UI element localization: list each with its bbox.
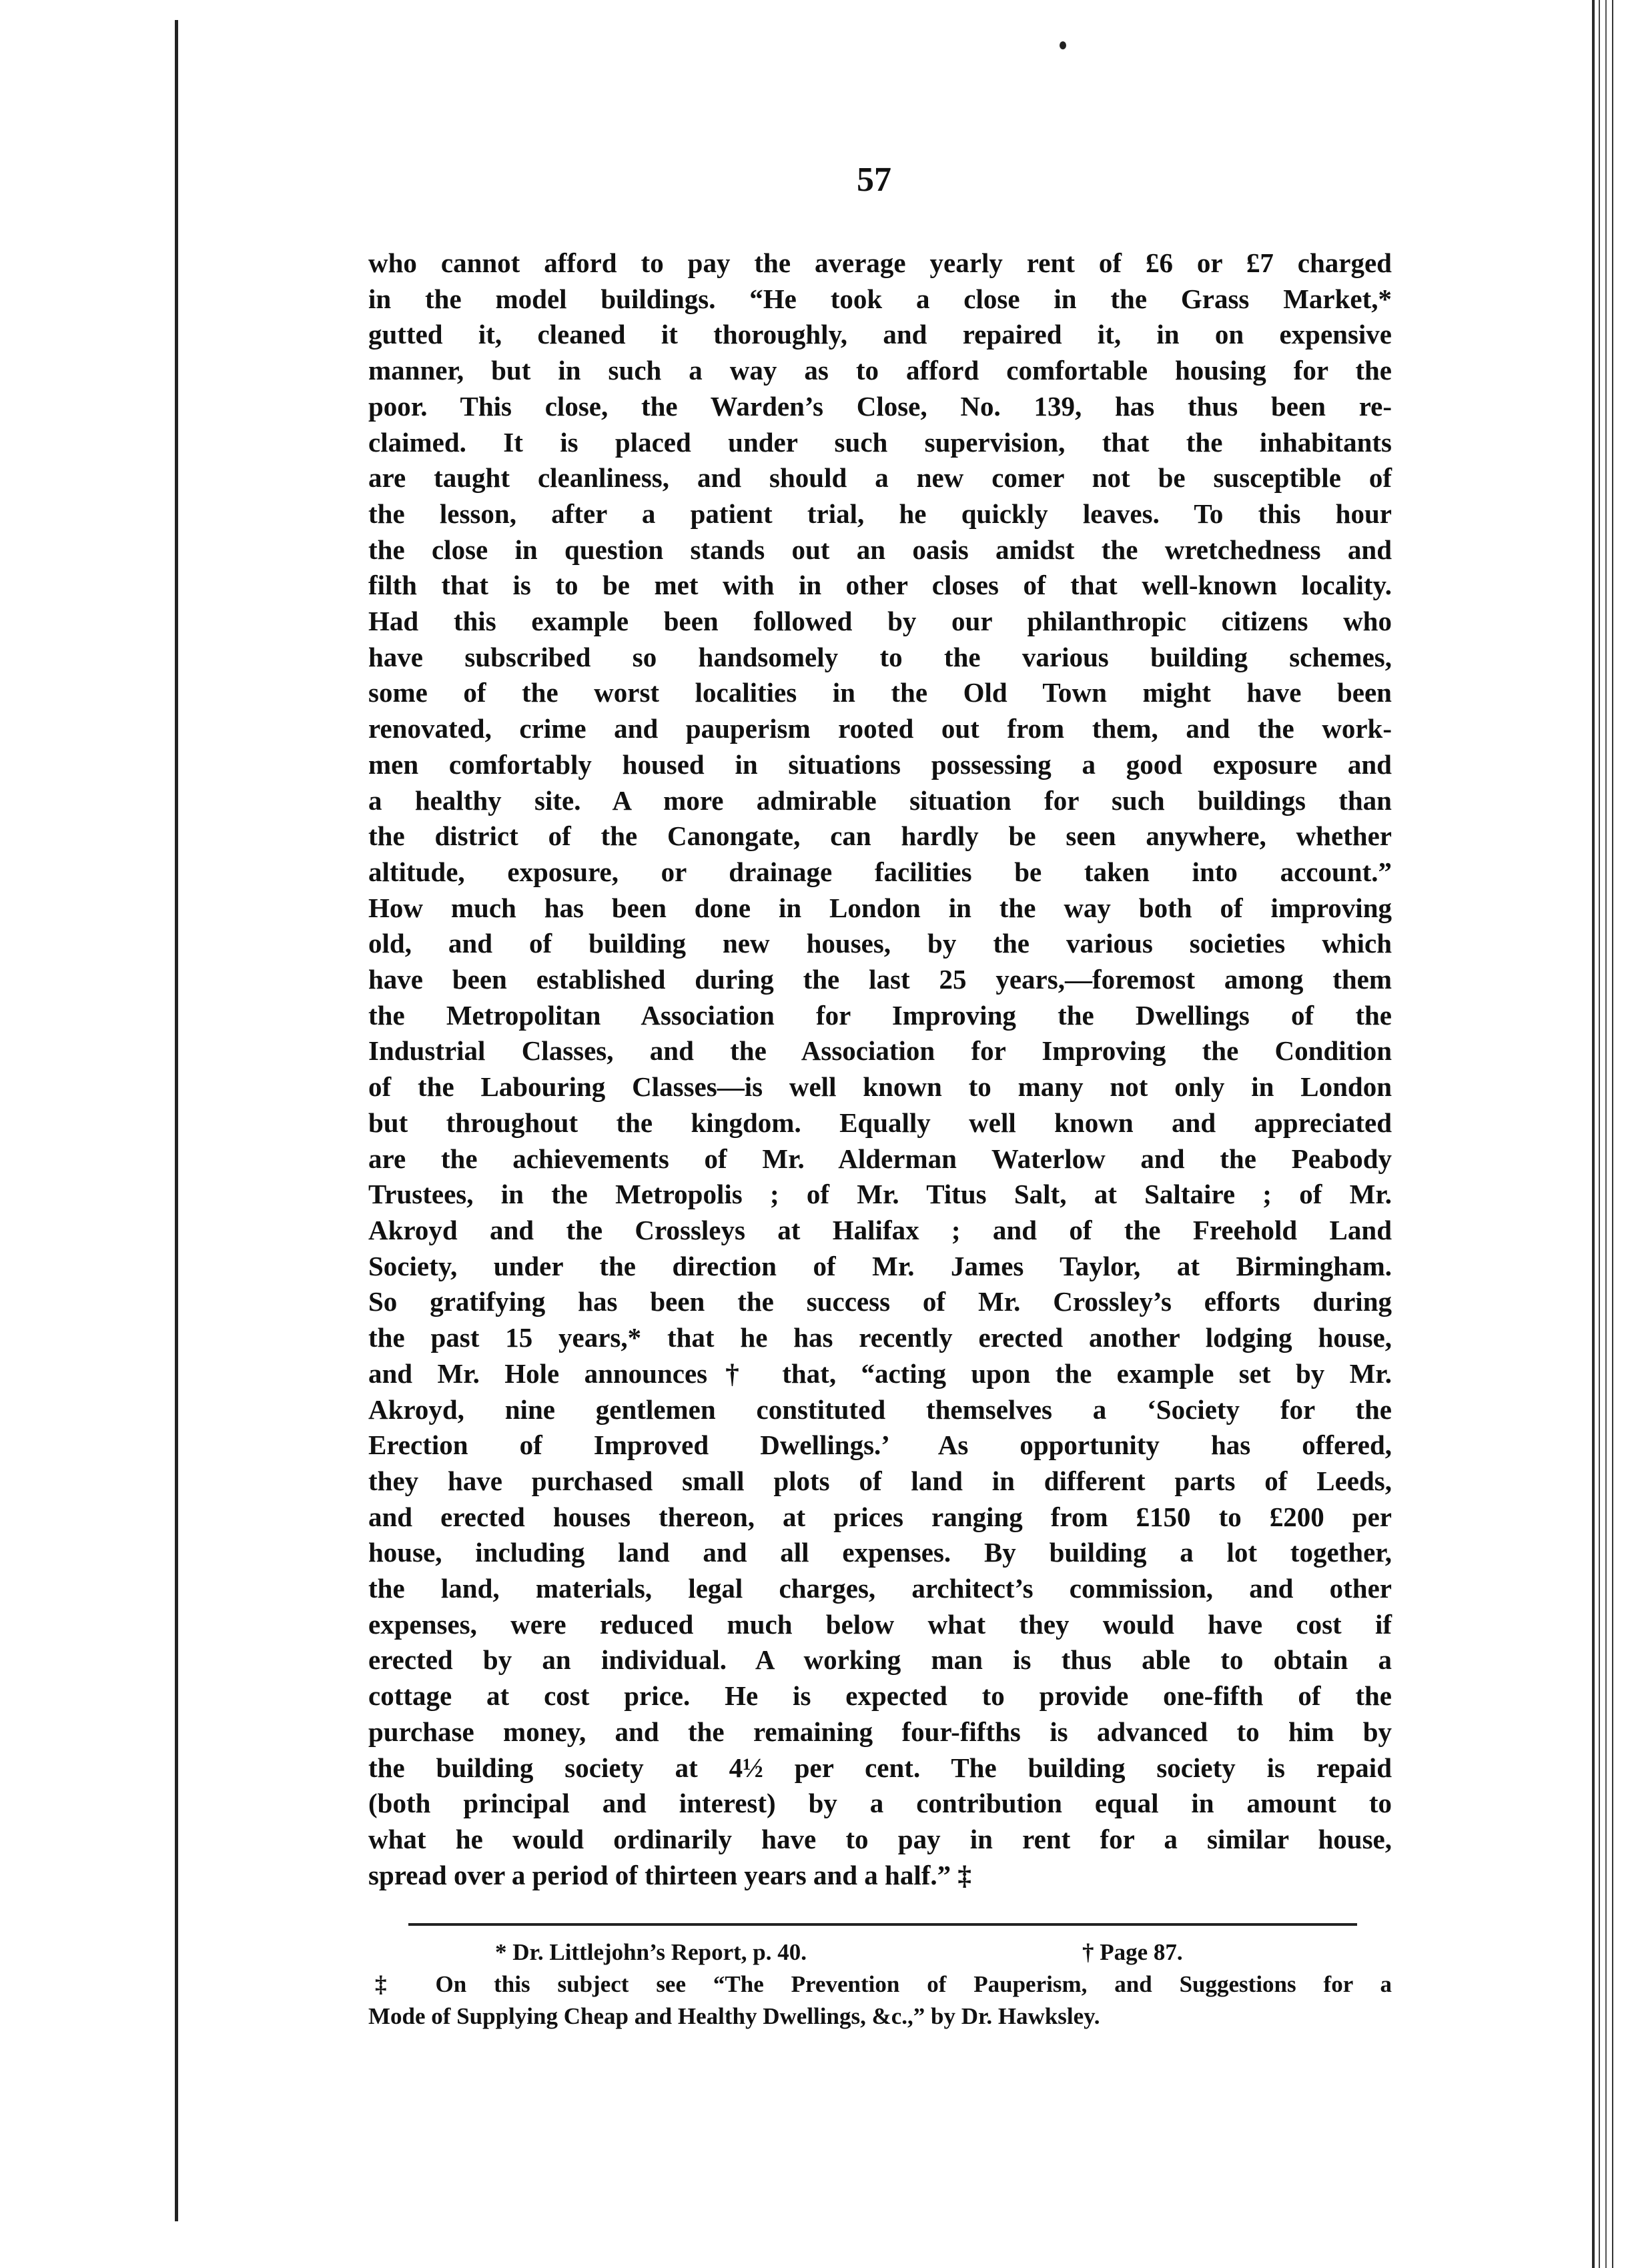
text-line: cottage at cost price. He is expected to provide one-fifth of the (368, 1680, 1392, 1712)
text-line: and erected houses thereon, at prices ranging from £150 to £200 per (368, 1501, 1392, 1532)
text-line: Akroyd, nine gentlemen constituted themselves a ‘Society for the (368, 1393, 1392, 1425)
text-line: renovated, crime and pauperism rooted out from them, and the work- (368, 713, 1392, 744)
text-line: poor. This close, the Warden’s Close, No. 139, has thus been re- (368, 390, 1392, 422)
text-line: but throughout the kingdom. Equally well known and appreciated (368, 1107, 1392, 1138)
text-line: in the model buildings. “He took a close in the Grass Market,* (368, 283, 1392, 314)
text-line: men comfortably housed in situations possessing a good exposure and (368, 748, 1392, 780)
text-line: the lesson, after a patient trial, he quickly leaves. To this hour (368, 498, 1392, 529)
page-left-edge (175, 20, 178, 2221)
ink-speck (1060, 41, 1066, 49)
text-line: purchase money, and the remaining four-fifths is advanced to him by (368, 1716, 1392, 1747)
text-line: So gratifying has been the success of Mr. Crossley’s efforts during (368, 1286, 1392, 1317)
footnote-1: * Dr. Littlejohn’s Report, p. 40. (495, 1939, 807, 1965)
text-line: erected by an individual. A working man is thus able to obtain a (368, 1644, 1392, 1676)
text-line: have been established during the last 25 years,—foremost among them (368, 964, 1392, 995)
text-line: How much has been done in London in the way both of improving (368, 892, 1392, 923)
text-line: manner, but in such a way as to afford comfortable housing for the (368, 355, 1392, 386)
footnote-rule (408, 1923, 1357, 1926)
text-line: and Mr. Hole announces† that, “acting upon the example set by Mr. (368, 1357, 1392, 1389)
footnote-2: † Page 87. (1082, 1939, 1183, 1965)
text-line: claimed. It is placed under such supervision, that the inhabitants (368, 426, 1392, 458)
text-line: house, including land and all expenses. By building a lot together, (368, 1537, 1392, 1568)
page-number: 57 (857, 161, 891, 199)
text-line: old, and of building new houses, by the various societies which (368, 928, 1392, 959)
text-line: Had this example been followed by our philanthropic citizens who (368, 606, 1392, 637)
text-line: (both principal and interest) by a contribution equal in amount to (368, 1788, 1392, 1819)
footnote-3-line-1: ‡ On this subject see “The Prevention of Pauperism, and Suggestions for a (375, 1971, 1392, 1997)
text-line: gutted it, cleaned it thoroughly, and repaired it, in on expensive (368, 319, 1392, 350)
text-line: Trustees, in the Metropolis ; of Mr. Titus Salt, at Saltaire ; of Mr. (368, 1179, 1392, 1210)
text-line: the past 15 years,* that he has recently erected another lodging house, (368, 1322, 1392, 1353)
text-line: a healthy site. A more admirable situation for such buildings than (368, 784, 1392, 816)
text-line: spread over a period of thirteen years and a half.” ‡ (368, 1859, 971, 1890)
text-line: are taught cleanliness, and should a new comer not be susceptible of (368, 462, 1392, 494)
page-right-edge (1588, 0, 1628, 2268)
text-line: the building society at 4½ per cent. The building society is repaid (368, 1752, 1392, 1783)
text-line: Erection of Improved Dwellings.’ As opportunity has offered, (368, 1430, 1392, 1461)
text-line: filth that is to be met with in other closes of that well-known locality. (368, 570, 1392, 601)
text-line: what he would ordinarily have to pay in rent for a similar house, (368, 1823, 1392, 1854)
text-line: the close in question stands out an oasis amidst the wretchedness and (368, 534, 1392, 565)
text-line: of the Labouring Classes—is well known to many not only in London (368, 1071, 1392, 1103)
footnotes (368, 1936, 1392, 2033)
body-text (368, 245, 1392, 1893)
text-line: have subscribed so handsomely to the various building schemes, (368, 641, 1392, 672)
text-line: altitude, exposure, or drainage facilities be taken into account.” (368, 856, 1392, 887)
text-line: are the achievements of Mr. Alderman Waterlow and the Peabody (368, 1143, 1392, 1174)
text-line: they have purchased small plots of land in different parts of Leeds, (368, 1465, 1392, 1496)
text-line: some of the worst localities in the Old Town might have been (368, 677, 1392, 708)
left-margin (0, 0, 175, 2268)
text-line: Akroyd and the Crossleys at Halifax ; and of the Freehold Land (368, 1214, 1392, 1245)
footnote-3-line-2: Mode of Supplying Cheap and Healthy Dwellings, &c.,” by Dr. Hawksley. (368, 2003, 1100, 2029)
text-line: Society, under the direction of Mr. James Taylor, at Birmingham. (368, 1250, 1392, 1281)
text-line: the Metropolitan Association for Improving the Dwellings of the (368, 999, 1392, 1031)
footnote-row (368, 1936, 1392, 1968)
text-line: who cannot afford to pay the average yearly rent of £6 or £7 charged (368, 247, 1392, 278)
text-line: expenses, were reduced much below what they would have cost if (368, 1608, 1392, 1640)
text-line: Industrial Classes, and the Association for Improving the Condition (368, 1035, 1392, 1067)
text-line: the district of the Canongate, can hardly be seen anywhere, whether (368, 820, 1392, 852)
text-line: the land, materials, legal charges, architect’s commission, and other (368, 1573, 1392, 1604)
